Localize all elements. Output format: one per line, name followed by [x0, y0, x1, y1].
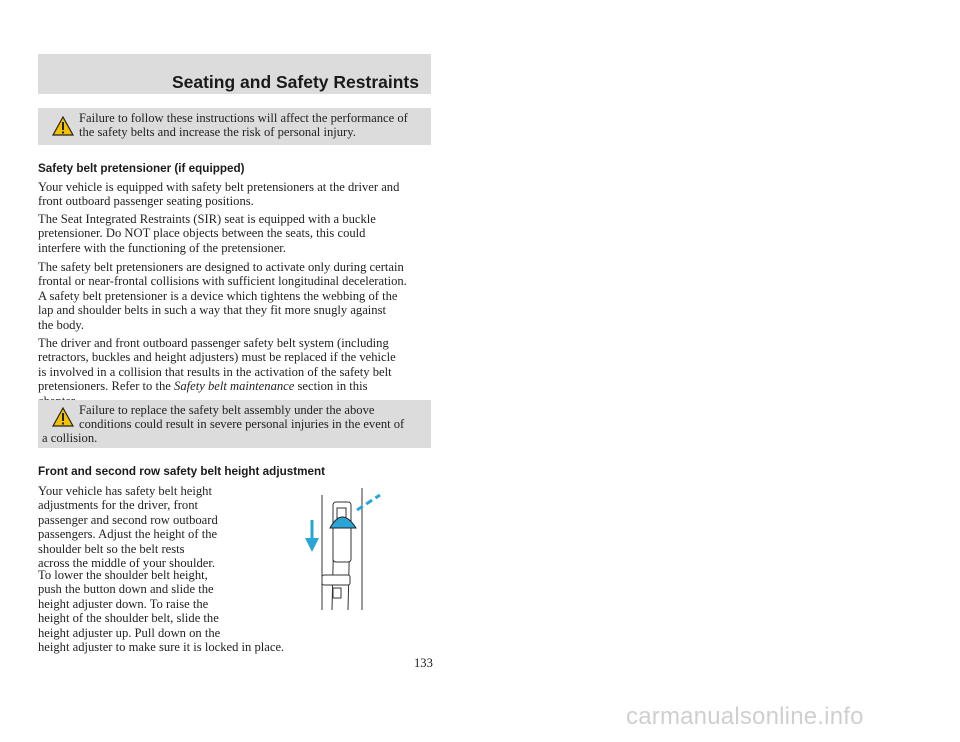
section-heading: Front and second row safety belt height adjustment	[38, 465, 326, 478]
page-header	[38, 54, 431, 94]
warning-box-1	[38, 108, 431, 145]
warning-line: a collision.	[42, 431, 98, 445]
text-line: the body.	[38, 317, 85, 332]
page-number: 133	[414, 656, 433, 670]
paragraph	[38, 212, 376, 255]
text-line: Your vehicle has safety belt height	[38, 484, 212, 498]
text-line: is involved in a collision that results in the activation of the safety belt	[38, 364, 392, 379]
text-line: shoulder belt so the belt rests	[38, 541, 185, 556]
text-line: A safety belt pretensioner is a device which tightens the webbing of the	[38, 288, 398, 303]
text-line: height adjuster to make sure it is locked in place.	[38, 640, 285, 655]
text-line: passengers. Adjust the height of the	[38, 527, 218, 542]
text-line	[38, 379, 396, 393]
text-line: across the middle of your shoulder.	[38, 556, 215, 571]
text-line: The safety belt pretensioners are designed to activate only during certain	[38, 260, 404, 274]
text-fragment: section in this	[297, 379, 368, 394]
text-line: The Seat Integrated Restraints (SIR) seat is equipped with a buckle	[38, 212, 376, 226]
text-line: To lower the shoulder belt height,	[38, 568, 208, 582]
paragraph	[38, 568, 284, 654]
text-line: interfere with the functioning of the pretensioner.	[38, 240, 286, 255]
text-line: lap and shoulder belts in such a way that they fit more snugly against	[38, 303, 387, 318]
section-heading: Safety belt pretensioner (if equipped)	[38, 162, 245, 175]
text-line: front outboard passenger seating positions.	[38, 194, 254, 209]
warning-line: conditions could result in severe personal injuries in the event of	[79, 417, 405, 431]
text-line: adjustments for the driver, front	[38, 498, 199, 513]
text-fragment: pretensioners. Refer to the	[38, 379, 171, 394]
warning-box-2	[38, 400, 431, 448]
paragraph	[38, 180, 399, 209]
text-line: retractors, buckles and height adjusters) must be replaced if the vehicle	[38, 350, 396, 365]
text-line: Your vehicle is equipped with safety belt pretensioners at the driver and	[38, 180, 400, 194]
warning-line: Failure to replace the safety belt assembly under the above	[79, 403, 375, 417]
text-line: height adjuster up. Pull down on the	[38, 625, 221, 640]
text-line: frontal or near-frontal collisions with sufficient longitudinal deceleration.	[38, 274, 407, 289]
text-line: passenger and second row outboard	[38, 512, 218, 527]
warning-line: the safety belts and increase the risk of personal injury.	[79, 125, 356, 139]
text-line: pretensioner. Do NOT place objects between the seats, this could	[38, 226, 366, 241]
warning-icon	[52, 116, 74, 140]
text-line: height adjuster down. To raise the	[38, 596, 209, 611]
paragraph	[38, 336, 396, 408]
page-title: Seating and Safety Restraints	[171, 72, 419, 92]
text-line: The driver and front outboard passenger safety belt system (including	[38, 336, 389, 350]
watermark: carmanualsonline.info	[626, 703, 864, 730]
height-adjuster-illustration	[300, 480, 390, 615]
text-line: height of the shoulder belt, slide the	[38, 611, 219, 626]
paragraph	[38, 484, 218, 570]
section-reference: Safety belt maintenance	[174, 379, 295, 394]
warning-line: Failure to follow these instructions will affect the performance of	[79, 111, 408, 125]
warning-icon	[52, 407, 74, 431]
text-line: push the button down and slide the	[38, 582, 214, 597]
paragraph	[38, 260, 407, 332]
